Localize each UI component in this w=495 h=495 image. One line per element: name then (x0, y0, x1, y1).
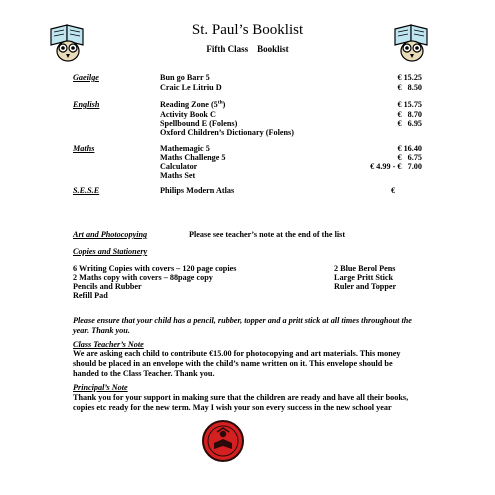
book-title: Reading Zone (5th) (160, 99, 226, 109)
principal-note-heading: Principal’s Note (73, 383, 128, 392)
book-price: € 15.25 (397, 73, 422, 82)
school-crest-icon (201, 419, 245, 463)
book-price: € 8.70 (397, 110, 422, 119)
book-title: Spellbound E (Folens) (160, 119, 238, 128)
book-price: € 8.50 (397, 83, 422, 92)
subject-gaeilge-heading: Gaeilge (73, 73, 99, 82)
book-price: € 6.95 (397, 119, 422, 128)
book-title: Bun go Barr 5 (160, 73, 210, 82)
book-price: € 4.99 - € 7.00 (370, 162, 422, 171)
book-title: Activity Book C (160, 110, 216, 119)
ensure-note: Please ensure that your child has a pencil, rubber, topper and a pritt stick at all times throughout the year. Thank you. (73, 316, 412, 335)
book-title: Philips Modern Atlas (160, 186, 235, 195)
stationery-item: Pencils and Rubber (73, 282, 142, 291)
stationery-item: Large Pritt Stick (334, 273, 394, 282)
stationery-item: 6 Writing Copies with covers – 120 page copies (73, 264, 237, 273)
teacher-note-heading: Class Teacher’s Note (73, 340, 144, 349)
book-title: Maths Challenge 5 (160, 153, 226, 162)
copies-heading: Copies and Stationery (73, 247, 148, 256)
book-price: € 6.75 (397, 153, 422, 162)
book-title: Calculator (160, 162, 198, 171)
stationery-item: Refill Pad (73, 291, 108, 300)
subject-english-heading: English (73, 100, 100, 109)
teacher-note-text: We are asking each child to contribute €15.00 for photocopying and art materials. This money should be placed in an envelope with the child’s name written on it. This envelope should be handed to the Class Teacher. Thank you. (73, 349, 401, 378)
principal-note-text: Thank you for your support in making sure that the children are ready and have all their books, copies etc ready for the new term. May I wish your son every success in the new school year (73, 393, 409, 412)
book-price: € 16.40 (397, 144, 422, 153)
book-price: € (391, 186, 396, 195)
page-title: St. Paul’s Booklist (191, 22, 304, 38)
book-title: Maths Set (160, 171, 196, 180)
subject-sese-heading: S.E.S.E (73, 186, 100, 195)
stationery-item: Ruler and Topper (334, 282, 397, 291)
book-title: Mathemagic 5 (160, 144, 210, 153)
subject-maths-heading: Maths (73, 144, 95, 153)
book-title: Oxford Children’s Dictionary (Folens) (160, 128, 294, 137)
art-text: Please see teacher’s note at the end of the list (189, 230, 346, 239)
stationery-item: 2 Maths copy with covers – 88page copy (73, 273, 213, 282)
page-subtitle: Fifth Class Booklist (206, 44, 289, 54)
stationery-item: 2 Blue Berol Pens (334, 264, 396, 273)
book-price: € 15.75 (397, 100, 422, 109)
art-heading: Art and Photocopying (73, 230, 148, 239)
book-title: Craic Le Litriu D (160, 83, 222, 92)
